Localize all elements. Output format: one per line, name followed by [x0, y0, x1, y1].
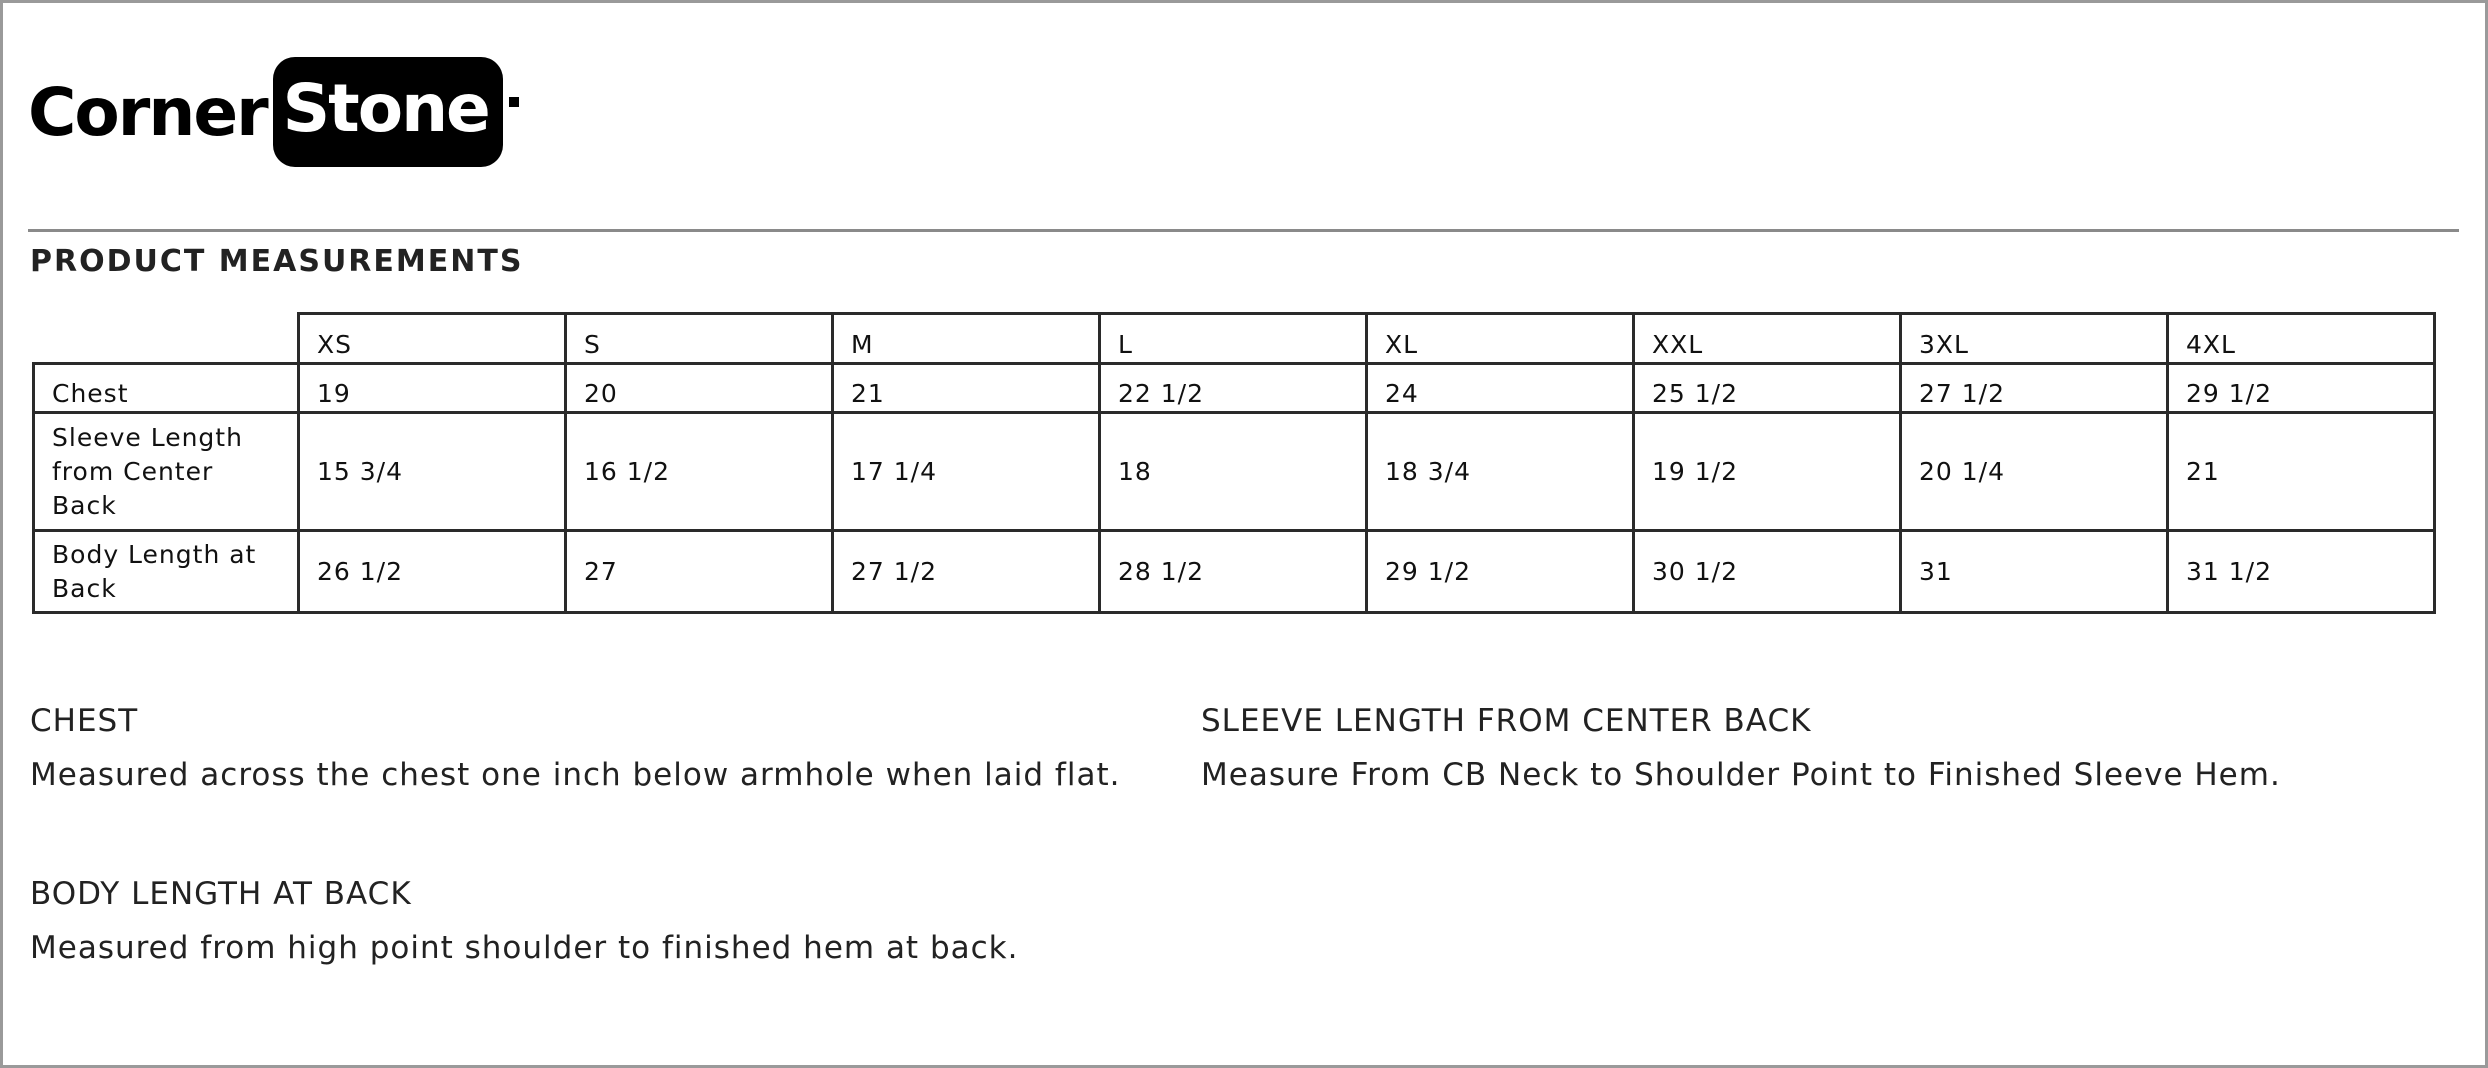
definition-body-length — [30, 876, 1018, 966]
size-header-cell: 3XL — [1901, 314, 2168, 364]
measurement-cell: 27 — [566, 531, 833, 613]
measurement-cell: 29 1/2 — [1367, 531, 1634, 613]
measurement-cell: 26 1/2 — [299, 531, 566, 613]
measurement-cell: 25 1/2 — [1634, 364, 1901, 413]
measurement-cell: 21 — [833, 364, 1100, 413]
definition-text: Measured across the chest one inch below armhole when laid flat. — [30, 757, 1121, 793]
size-header-cell: L — [1100, 314, 1367, 364]
definition-title: CHEST — [30, 703, 139, 739]
size-header-cell: 4XL — [2168, 314, 2435, 364]
measurement-cell: 22 1/2 — [1100, 364, 1367, 413]
row-label-cell: Body Length at Back — [34, 531, 299, 613]
table-corner-cell — [34, 314, 299, 364]
table-row — [34, 364, 2435, 413]
definition-title: SLEEVE LENGTH FROM CENTER BACK — [1201, 703, 1812, 739]
measurement-cell: 31 1/2 — [2168, 531, 2435, 613]
definition-title: BODY LENGTH AT BACK — [30, 876, 412, 912]
header-divider — [28, 229, 2459, 232]
measurement-cell: 19 1/2 — [1634, 413, 1901, 531]
measurement-cell: 21 — [2168, 413, 2435, 531]
measurement-cell: 27 1/2 — [1901, 364, 2168, 413]
measurement-cell: 20 1/4 — [1901, 413, 2168, 531]
row-label-cell: Sleeve Length from Center Back — [34, 413, 299, 531]
definition-text: Measure From CB Neck to Shoulder Point to Finished Sleeve Hem. — [1201, 757, 2281, 793]
measurement-cell: 17 1/4 — [833, 413, 1100, 531]
definition-sleeve-length — [1201, 703, 2281, 793]
table-row — [34, 413, 2435, 531]
size-chart-table — [32, 312, 2436, 614]
measurement-cell: 19 — [299, 364, 566, 413]
table-row — [34, 531, 2435, 613]
measurement-cell: 31 — [1901, 531, 2168, 613]
size-header-cell: XXL — [1634, 314, 1901, 364]
size-header-cell: M — [833, 314, 1100, 364]
size-header-cell: S — [566, 314, 833, 364]
measurement-cell: 18 3/4 — [1367, 413, 1634, 531]
measurement-cell: 29 1/2 — [2168, 364, 2435, 413]
definition-chest — [30, 703, 1120, 793]
logo-word-corner: Corner — [28, 73, 267, 151]
logo-dot — [509, 97, 519, 107]
measurement-cell: 28 1/2 — [1100, 531, 1367, 613]
cornerstone-logo — [28, 56, 519, 168]
section-title: PRODUCT MEASUREMENTS — [30, 244, 524, 279]
size-header-cell: XS — [299, 314, 566, 364]
logo-word-stone: Stone — [273, 57, 503, 167]
measurement-cell: 18 — [1100, 413, 1367, 531]
measurement-cell: 15 3/4 — [299, 413, 566, 531]
row-label-cell: Chest — [34, 364, 299, 413]
measurement-cell: 16 1/2 — [566, 413, 833, 531]
table-header-row — [34, 314, 2435, 364]
measurement-cell: 24 — [1367, 364, 1634, 413]
size-header-cell: XL — [1367, 314, 1634, 364]
measurement-cell: 30 1/2 — [1634, 531, 1901, 613]
definition-text: Measured from high point shoulder to finished hem at back. — [30, 930, 1019, 966]
measurement-cell: 20 — [566, 364, 833, 413]
measurement-cell: 27 1/2 — [833, 531, 1100, 613]
